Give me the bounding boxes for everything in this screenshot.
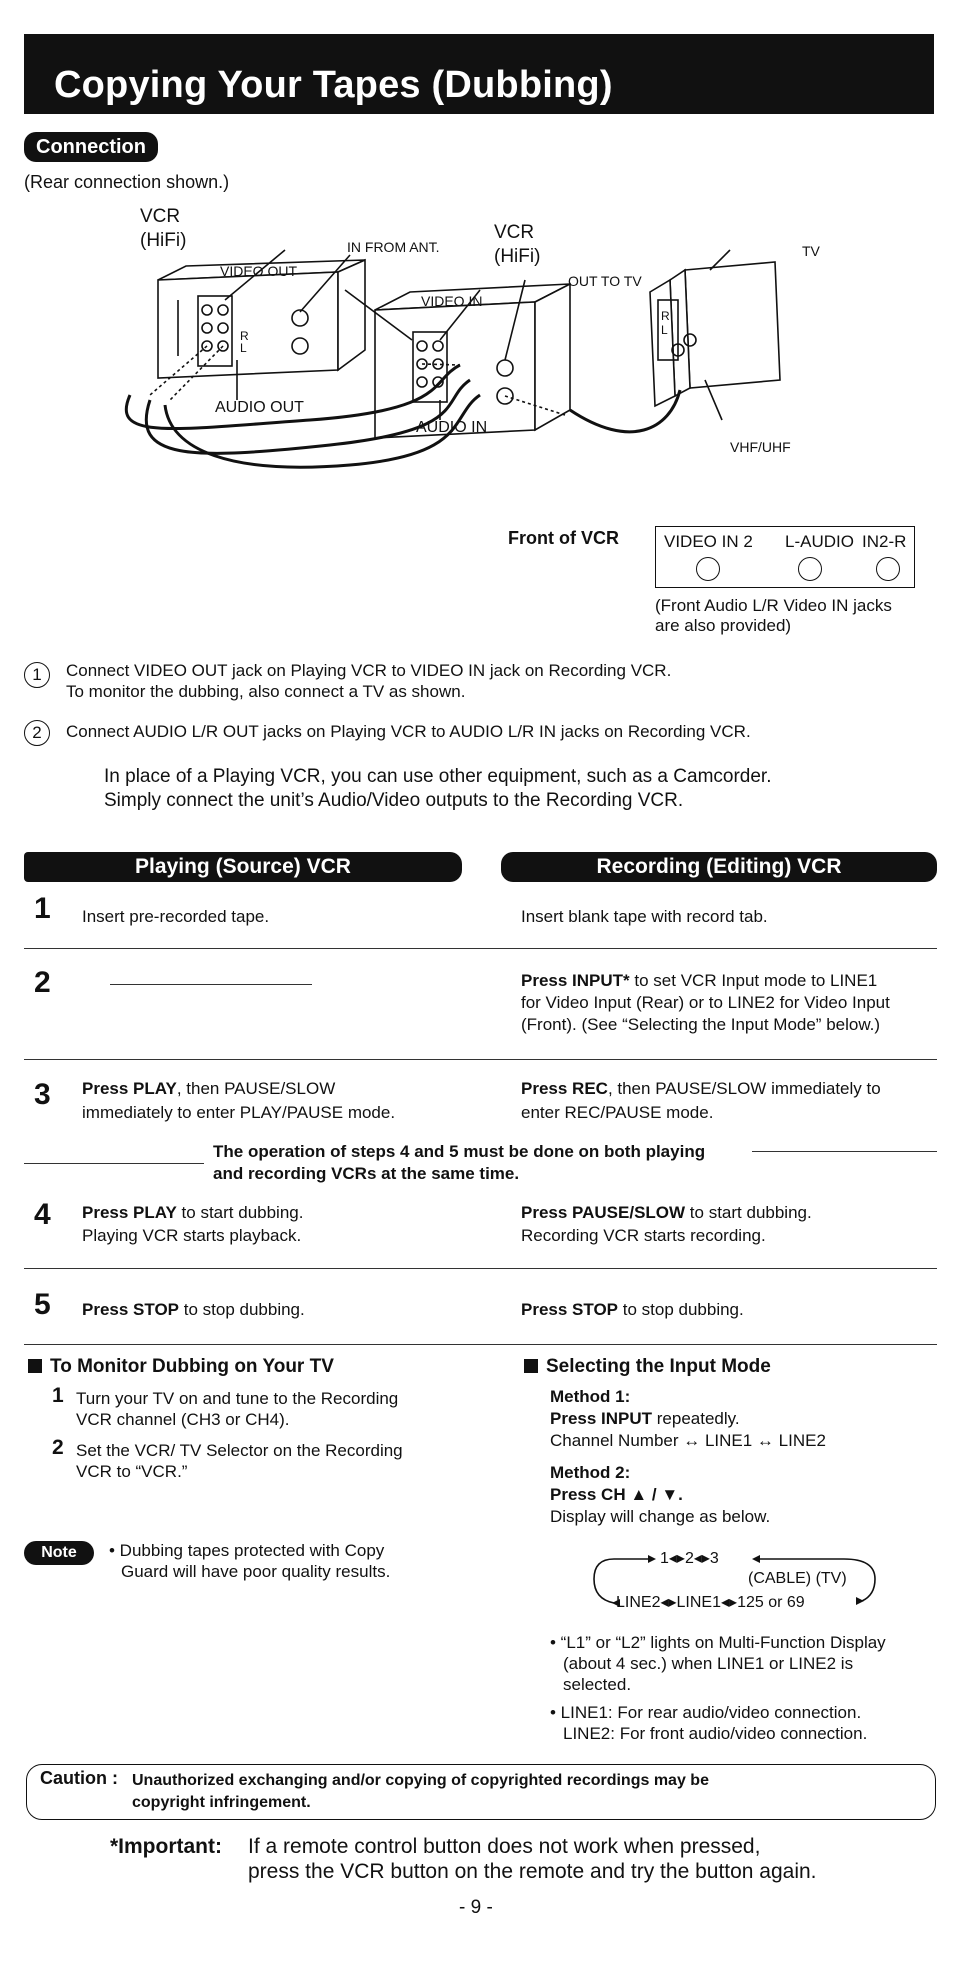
in-from-ant-label: IN FROM ANT.: [347, 239, 440, 255]
monitor-item2-line1: Set the VCR/ TV Selector on the Recording: [76, 1441, 403, 1460]
step4-playing-line2: Playing VCR starts playback.: [82, 1226, 302, 1245]
step3-recording-line1: Press REC, then PAUSE/SLOW immediately to: [521, 1079, 881, 1098]
step-number-3: 3: [34, 1078, 51, 1111]
instruction-number-1: 1: [24, 662, 50, 688]
step-divider: [24, 1344, 937, 1345]
jack-l-label: L: [240, 341, 247, 355]
tv-label: TV: [802, 243, 820, 259]
bullet2-line1: • LINE1: For rear audio/video connection.: [550, 1703, 862, 1722]
method1-label: Method 1:: [550, 1387, 631, 1406]
cycle-top-sequence: 1◂▸2◂▸3: [660, 1550, 719, 1567]
sync-note-rule-right: [752, 1151, 937, 1152]
jack-video-in2-label: VIDEO IN 2: [664, 532, 753, 551]
monitor-item1-line1: Turn your TV on and tune to the Recording: [76, 1389, 399, 1408]
page-number: - 9 -: [459, 1897, 493, 1918]
method1-instruction: Press INPUT repeatedly.: [550, 1409, 740, 1428]
connection-note: (Rear connection shown.): [24, 172, 230, 192]
caution-line2: copyright infringement.: [132, 1794, 311, 1811]
vcr-right-hifi: (HiFi): [494, 246, 541, 267]
important-line2: press the VCR button on the remote and try the button again.: [248, 1860, 817, 1883]
jack-l-audio-icon: [798, 557, 822, 581]
step5-playing-text: Press STOP to stop dubbing.: [82, 1300, 305, 1319]
step-number-1: 1: [34, 892, 51, 925]
alternative-equipment-line2: Simply connect the unit’s Audio/Video outputs to the Recording VCR.: [104, 790, 684, 811]
square-bullet-icon: [28, 1359, 42, 1373]
step2-playing-blank-line: [110, 984, 312, 985]
tv-illustration: [650, 262, 780, 406]
caution-label: Caution :: [40, 1768, 118, 1788]
monitor-item-number-2: 2: [52, 1436, 64, 1459]
note-line2: Guard will have poor quality results.: [121, 1562, 391, 1581]
cycle-bottom-sequence: LINE2◂▸LINE1◂▸125 or 69: [616, 1594, 805, 1611]
square-bullet-icon: [524, 1359, 538, 1373]
sync-note-line1: The operation of steps 4 and 5 must be done on both playing: [213, 1142, 706, 1161]
monitor-heading: To Monitor Dubbing on Your TV: [28, 1354, 334, 1380]
step1-recording-text: Insert blank tape with record tab.: [521, 907, 768, 926]
step3-playing-line1: Press PLAY, then PAUSE/SLOW: [82, 1079, 336, 1098]
step4-playing-line1: Press PLAY to start dubbing.: [82, 1203, 304, 1222]
step3-playing-line2: immediately to enter PLAY/PAUSE mode.: [82, 1103, 396, 1122]
step-divider: [24, 948, 937, 949]
step-divider: [24, 1268, 937, 1269]
vcr-left-label: VCR: [140, 206, 181, 227]
monitor-item-number-1: 1: [52, 1384, 64, 1407]
alternative-equipment-line1: In place of a Playing VCR, you can use other equipment, such as a Camcorder.: [104, 766, 772, 787]
sync-note-rule-left: [24, 1163, 204, 1164]
step1-playing-text: Insert pre-recorded tape.: [82, 907, 270, 926]
step2-recording-line1: Press INPUT* to set VCR Input mode to LINE1: [521, 971, 878, 990]
caution-line1: Unauthorized exchanging and/or copying of copyrighted recordings may be: [132, 1772, 709, 1789]
input-mode-heading: Selecting the Input Mode: [524, 1354, 771, 1380]
front-of-vcr-label: Front of VCR: [508, 528, 619, 548]
step2-recording-line3: (Front). (See “Selecting the Input Mode” below.): [521, 1015, 881, 1034]
method1-sequence: Channel Number ↔ LINE1 ↔ LINE2: [550, 1431, 826, 1450]
front-note-line2: are also provided): [655, 616, 792, 635]
video-out-label: VIDEO OUT: [220, 263, 298, 279]
step-divider: [24, 1059, 937, 1060]
instruction-1-line1: Connect VIDEO OUT jack on Playing VCR to VIDEO IN jack on Recording VCR.: [66, 661, 672, 680]
method2-description: Display will change as below.: [550, 1507, 771, 1526]
tv-jack-r-label: R: [661, 309, 670, 323]
bullet1-line1: • “L1” or “L2” lights on Multi-Function Display: [550, 1633, 886, 1652]
connection-diagram: [110, 200, 900, 470]
monitor-item1-line2: VCR channel (CH3 or CH4).: [76, 1410, 290, 1429]
vcr-left-hifi: (HiFi): [140, 230, 187, 251]
audio-out-label: AUDIO OUT: [215, 399, 304, 416]
step4-recording-line2: Recording VCR starts recording.: [521, 1226, 766, 1245]
jack-l-audio-label: L-AUDIO: [785, 532, 854, 551]
playing-vcr-header: Playing (Source) VCR: [24, 852, 462, 882]
jack-r-label: R: [240, 329, 249, 343]
step-number-4: 4: [34, 1198, 51, 1231]
note-line1: • Dubbing tapes protected with Copy: [109, 1541, 385, 1560]
connection-label: Connection: [24, 132, 158, 162]
jack-in2-r-label: IN2-R: [862, 532, 907, 551]
step-number-5: 5: [34, 1288, 51, 1321]
recording-vcr-header: Recording (Editing) VCR: [501, 852, 937, 882]
sync-note-line2: and recording VCRs at the same time.: [213, 1164, 520, 1183]
note-badge: Note: [24, 1541, 94, 1565]
method2-instruction: Press CH ▲ / ▼.: [550, 1485, 683, 1504]
step4-recording-line1: Press PAUSE/SLOW to start dubbing.: [521, 1203, 812, 1222]
jack-video-in2-icon: [696, 557, 720, 581]
step-number-2: 2: [34, 966, 51, 999]
vcr-right-label: VCR: [494, 222, 535, 243]
step2-recording-line2: for Video Input (Rear) or to LINE2 for Video Input: [521, 993, 890, 1012]
bullet1-line3: selected.: [563, 1675, 632, 1694]
step5-recording-text: Press STOP to stop dubbing.: [521, 1300, 744, 1319]
important-line1: If a remote control button does not work when pressed,: [248, 1835, 761, 1858]
front-panel-box: [655, 526, 915, 588]
front-note-line1: (Front Audio L/R Video IN jacks: [655, 596, 892, 615]
vhf-uhf-label: VHF/UHF: [730, 439, 791, 455]
instruction-1-line2: To monitor the dubbing, also connect a TV as shown.: [66, 682, 466, 701]
audio-in-label: AUDIO IN: [416, 419, 488, 436]
jack-in2-r-icon: [876, 557, 900, 581]
step3-recording-line2: enter REC/PAUSE mode.: [521, 1103, 714, 1122]
video-in-label: VIDEO IN: [421, 293, 483, 309]
step2-press-input: Press INPUT*: [521, 971, 630, 990]
important-label: *Important:: [110, 1835, 222, 1858]
bullet2-line2: LINE2: For front audio/video connection.: [563, 1724, 868, 1743]
monitor-item2-line2: VCR to “VCR.”: [76, 1462, 188, 1481]
method2-label: Method 2:: [550, 1463, 631, 1482]
page-title: Copying Your Tapes (Dubbing): [24, 34, 934, 114]
instruction-2-line1: Connect AUDIO L/R OUT jacks on Playing VCR to AUDIO L/R IN jacks on Recording VCR.: [66, 722, 751, 741]
out-to-tv-label: OUT TO TV: [568, 273, 642, 289]
tv-jack-l-label: L: [661, 323, 668, 337]
cycle-cable-tv-label: (CABLE) (TV): [748, 1570, 847, 1587]
instruction-number-2: 2: [24, 720, 50, 746]
bullet1-line2: (about 4 sec.) when LINE1 or LINE2 is: [563, 1654, 854, 1673]
